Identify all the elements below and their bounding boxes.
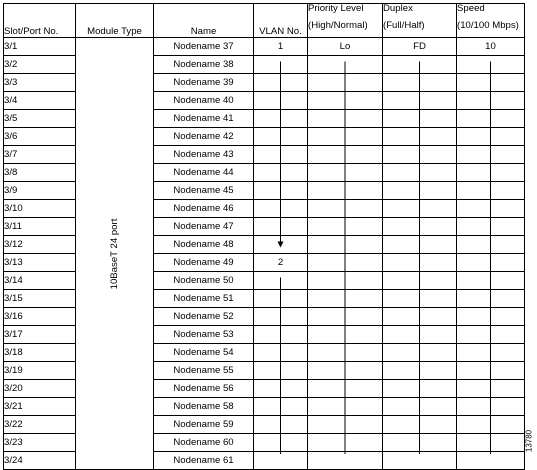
cell-name: Nodename 54 [154, 344, 254, 362]
port-assignment-table [3, 3, 525, 470]
cell-duplex [383, 308, 457, 326]
cell-name: Nodename 42 [154, 128, 254, 146]
cell-priority [308, 236, 383, 254]
cell-name: Nodename 49 [154, 254, 254, 272]
header-priority [308, 4, 383, 38]
cell-name: Nodename 43 [154, 146, 254, 164]
table-row [4, 38, 525, 56]
cell-priority: Lo [308, 38, 383, 56]
cell-priority [308, 128, 383, 146]
cell-name: Nodename 52 [154, 308, 254, 326]
cell-slot-port: 3/16 [4, 308, 76, 326]
cell-slot-port: 3/20 [4, 380, 76, 398]
cell-priority [308, 56, 383, 74]
cell-duplex [383, 74, 457, 92]
cell-slot-port: 3/14 [4, 272, 76, 290]
cell-duplex [383, 272, 457, 290]
header-slot-port: Slot/Port No. [4, 4, 76, 38]
cell-name: Nodename 44 [154, 164, 254, 182]
cell-priority [308, 434, 383, 452]
cell-name: Nodename 59 [154, 416, 254, 434]
cell-name: Nodename 61 [154, 452, 254, 470]
cell-slot-port: 3/24 [4, 452, 76, 470]
cell-vlan [254, 236, 308, 254]
cell-priority [308, 146, 383, 164]
header-module-type: Module Type [76, 4, 154, 38]
cell-duplex [383, 56, 457, 74]
cell-speed [457, 272, 525, 290]
cell-speed [457, 290, 525, 308]
cell-vlan [254, 200, 308, 218]
cell-slot-port: 3/7 [4, 146, 76, 164]
cell-duplex [383, 182, 457, 200]
cell-slot-port: 3/5 [4, 110, 76, 128]
cell-speed [457, 254, 525, 272]
cell-name: Nodename 45 [154, 182, 254, 200]
cell-priority [308, 272, 383, 290]
cell-priority [308, 416, 383, 434]
cell-priority [308, 380, 383, 398]
cell-duplex [383, 362, 457, 380]
header-duplex-options: (Full/Half) [383, 19, 425, 31]
module-type-label: 10BaseT 24 port [108, 218, 120, 289]
cell-vlan [254, 56, 308, 74]
cell-speed [457, 416, 525, 434]
cell-speed [457, 56, 525, 74]
cell-vlan [254, 326, 308, 344]
cell-priority [308, 218, 383, 236]
cell-priority [308, 254, 383, 272]
cell-slot-port: 3/3 [4, 74, 76, 92]
cell-vlan [254, 110, 308, 128]
cell-duplex [383, 92, 457, 110]
cell-priority [308, 92, 383, 110]
cell-slot-port: 3/1 [4, 38, 76, 56]
cell-name: Nodename 58 [154, 398, 254, 416]
cell-slot-port: 3/22 [4, 416, 76, 434]
cell-duplex [383, 218, 457, 236]
cell-duplex [383, 128, 457, 146]
cell-name: Nodename 53 [154, 326, 254, 344]
cell-slot-port: 3/13 [4, 254, 76, 272]
cell-slot-port: 3/4 [4, 92, 76, 110]
header-speed-title: Speed [457, 3, 485, 14]
cell-name: Nodename 51 [154, 290, 254, 308]
cell-name: Nodename 60 [154, 434, 254, 452]
cell-name: Nodename 47 [154, 218, 254, 236]
cell-vlan [254, 416, 308, 434]
cell-priority [308, 200, 383, 218]
cell-slot-port: 3/9 [4, 182, 76, 200]
cell-name: Nodename 48 [154, 236, 254, 254]
header-duplex-title: Duplex [383, 3, 413, 14]
cell-vlan [254, 164, 308, 182]
cell-vlan [254, 128, 308, 146]
cell-speed [457, 74, 525, 92]
cell-vlan [254, 344, 308, 362]
cell-name: Nodename 55 [154, 362, 254, 380]
cell-duplex [383, 326, 457, 344]
cell-speed [457, 92, 525, 110]
cell-speed [457, 344, 525, 362]
cell-duplex [383, 146, 457, 164]
cell-priority [308, 308, 383, 326]
header-speed [457, 4, 525, 38]
cell-speed [457, 452, 525, 470]
cell-module-type [76, 38, 154, 470]
cell-speed [457, 146, 525, 164]
cell-priority [308, 452, 383, 470]
cell-slot-port: 3/6 [4, 128, 76, 146]
cell-duplex [383, 398, 457, 416]
cell-speed [457, 110, 525, 128]
cell-speed [457, 326, 525, 344]
cell-duplex [383, 164, 457, 182]
cell-duplex [383, 380, 457, 398]
cell-vlan [254, 452, 308, 470]
cell-speed [457, 308, 525, 326]
cell-slot-port: 3/21 [4, 398, 76, 416]
cell-priority [308, 362, 383, 380]
cell-vlan [254, 146, 308, 164]
cell-slot-port: 3/18 [4, 344, 76, 362]
cell-slot-port: 3/2 [4, 56, 76, 74]
cell-vlan [254, 290, 308, 308]
cell-duplex: FD [383, 38, 457, 56]
cell-vlan [254, 92, 308, 110]
cell-speed [457, 182, 525, 200]
cell-slot-port: 3/15 [4, 290, 76, 308]
cell-duplex [383, 452, 457, 470]
header-vlan: VLAN No. [254, 4, 308, 38]
cell-duplex [383, 236, 457, 254]
cell-duplex [383, 434, 457, 452]
table-body [4, 38, 525, 470]
header-name: Name [154, 4, 254, 38]
cell-slot-port: 3/19 [4, 362, 76, 380]
cell-vlan [254, 434, 308, 452]
cell-speed [457, 398, 525, 416]
header-priority-options: (High/Normal) [308, 19, 368, 31]
cell-vlan [254, 308, 308, 326]
cell-name: Nodename 37 [154, 38, 254, 56]
cell-priority [308, 110, 383, 128]
cell-speed [457, 200, 525, 218]
cell-vlan: 2 [254, 254, 308, 272]
cell-vlan [254, 380, 308, 398]
cell-vlan [254, 218, 308, 236]
cell-priority [308, 164, 383, 182]
cell-vlan [254, 362, 308, 380]
header-row [4, 4, 525, 38]
cell-vlan [254, 182, 308, 200]
cell-slot-port: 3/23 [4, 434, 76, 452]
cell-speed [457, 380, 525, 398]
cell-name: Nodename 46 [154, 200, 254, 218]
cell-slot-port: 3/8 [4, 164, 76, 182]
cell-vlan [254, 74, 308, 92]
cell-vlan [254, 272, 308, 290]
cell-speed: 10 [457, 38, 525, 56]
cell-slot-port: 3/12 [4, 236, 76, 254]
cell-slot-port: 3/10 [4, 200, 76, 218]
cell-duplex [383, 200, 457, 218]
header-duplex [383, 4, 457, 38]
cell-priority [308, 290, 383, 308]
cell-duplex [383, 290, 457, 308]
cell-speed [457, 218, 525, 236]
cell-speed [457, 434, 525, 452]
cell-speed [457, 128, 525, 146]
cell-name: Nodename 39 [154, 74, 254, 92]
cell-priority [308, 182, 383, 200]
header-priority-title: Priority Level [308, 3, 364, 14]
cell-duplex [383, 344, 457, 362]
cell-name: Nodename 56 [154, 380, 254, 398]
cell-vlan: 1 [254, 38, 308, 56]
cell-slot-port: 3/11 [4, 218, 76, 236]
cell-duplex [383, 110, 457, 128]
cell-speed [457, 362, 525, 380]
cell-slot-port: 3/17 [4, 326, 76, 344]
cell-priority [308, 74, 383, 92]
cell-speed [457, 236, 525, 254]
header-speed-options: (10/100 Mbps) [457, 19, 519, 31]
cell-priority [308, 398, 383, 416]
cell-name: Nodename 50 [154, 272, 254, 290]
cell-speed [457, 164, 525, 182]
cell-name: Nodename 38 [154, 56, 254, 74]
figure-id: 13780 [524, 429, 534, 453]
cell-duplex [383, 254, 457, 272]
cell-duplex [383, 416, 457, 434]
cell-vlan [254, 398, 308, 416]
cell-priority [308, 344, 383, 362]
cell-name: Nodename 40 [154, 92, 254, 110]
cell-name: Nodename 41 [154, 110, 254, 128]
cell-priority [308, 326, 383, 344]
